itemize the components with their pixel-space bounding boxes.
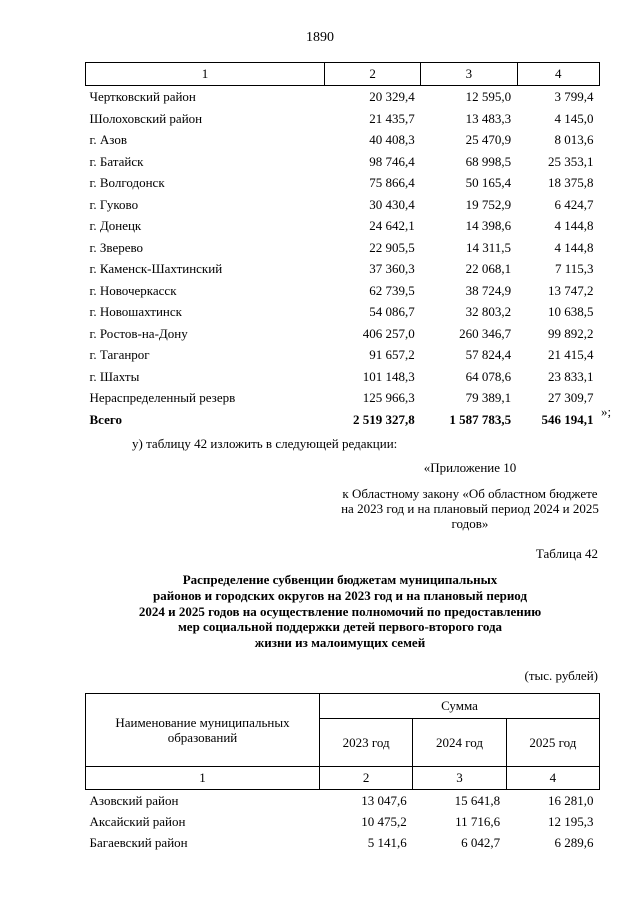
table-row (86, 344, 600, 366)
value-2025: 12 195,3 (548, 814, 594, 829)
table-label: Таблица 42 (535, 546, 598, 561)
value-2023: 75 866,4 (369, 175, 415, 190)
value-2024: 57 824,4 (465, 347, 512, 362)
value-2025: 21 415,4 (548, 347, 594, 362)
value-2024: 79 389,1 (465, 390, 512, 405)
value-2023: 30 430,4 (369, 196, 415, 212)
value-2024: 64 078,6 (465, 368, 512, 384)
header-sum: Сумма (319, 694, 599, 719)
value-2024: 12 595,0 (465, 89, 512, 104)
document-title (80, 572, 600, 651)
table-row (86, 172, 600, 194)
value-2024: 11 716,6 (455, 814, 501, 829)
value-2025: 8 013,6 (554, 132, 594, 147)
table-row (86, 258, 600, 280)
header-year: 2023 год (319, 719, 412, 767)
value-2024: 15 641,8 (454, 793, 501, 808)
value-2025: 546 194,1 (541, 411, 594, 427)
value-2023: 20 329,4 (369, 89, 415, 104)
value-2025: 13 747,2 (548, 282, 594, 298)
municipality-name: Азовский район (89, 793, 179, 808)
value-2023: 101 148,3 (362, 368, 415, 384)
value-2023: 21 435,7 (369, 110, 415, 126)
value-2023: 54 086,7 (369, 304, 415, 319)
municipality-name: г. Волгодонск (89, 175, 165, 190)
table-index-row (86, 767, 600, 790)
municipality-name: г. Зверево (89, 239, 144, 255)
municipality-name: г. Батайск (89, 153, 144, 169)
value-2024: 260 346,7 (459, 325, 512, 341)
column-index: 1 (86, 767, 320, 790)
table-row (86, 811, 600, 832)
column-index: 3 (421, 63, 517, 86)
value-2025: 23 833,1 (548, 368, 594, 384)
municipality-name: г. Таганрог (89, 347, 150, 362)
value-2025: 18 375,8 (548, 175, 594, 190)
value-2025: 4 145,0 (554, 110, 594, 126)
column-index: 1 (86, 63, 325, 86)
value-2023: 2 519 327,8 (353, 411, 415, 427)
table-header-row (86, 63, 600, 86)
column-index: 2 (319, 767, 412, 790)
table-row (86, 323, 600, 345)
value-2023: 125 966,3 (362, 390, 415, 405)
value-2025: 7 115,3 (554, 261, 594, 276)
municipality-name: Аксайский район (89, 814, 186, 829)
title-line: Распределение субвенции бюджетам муниципальных (182, 572, 498, 587)
table-row (86, 129, 600, 151)
value-2023: 406 257,0 (362, 325, 415, 341)
header-municipality: Наименование муниципальных образований (86, 694, 320, 767)
municipality-name: г. Новошахтинск (89, 304, 182, 319)
value-2024: 13 483,3 (465, 110, 512, 126)
value-2024: 25 470,9 (465, 132, 512, 147)
value-2023: 37 360,3 (369, 261, 415, 276)
table-row (86, 108, 600, 130)
value-2024: 22 068,1 (465, 261, 512, 276)
table-row (86, 151, 600, 173)
value-2024: 14 311,5 (466, 239, 512, 255)
municipality-name: г. Ростов-на-Дону (89, 325, 188, 341)
value-2025: 10 638,5 (548, 304, 594, 319)
municipality-name: Нераспределенный резерв (89, 390, 236, 405)
table-row (86, 86, 600, 108)
value-2025: 4 144,8 (554, 218, 594, 233)
table-row (86, 790, 600, 812)
table-row (86, 237, 600, 259)
page-number: 1890 (306, 30, 334, 45)
column-index: 4 (506, 767, 599, 790)
table-row (86, 832, 600, 853)
value-2023: 10 475,2 (361, 814, 407, 829)
column-index: 3 (413, 767, 506, 790)
value-2024: 50 165,4 (465, 175, 512, 190)
value-2023: 62 739,5 (369, 282, 415, 298)
subvention-table (85, 693, 600, 853)
value-2025: 99 892,2 (548, 325, 594, 341)
municipality-name: г. Донецк (89, 218, 142, 233)
column-index: 2 (325, 63, 421, 86)
municipality-name: г. Каменск-Шахтинский (89, 261, 223, 276)
value-2025: 4 144,8 (554, 239, 594, 255)
value-2025: 27 309,7 (548, 390, 594, 405)
value-2024: 6 042,7 (461, 835, 501, 850)
municipality-name: Чертковский район (89, 89, 196, 104)
value-2025: 25 353,1 (548, 153, 594, 169)
header-year: 2024 год (413, 719, 506, 767)
table-row (86, 280, 600, 302)
value-2025: 3 799,4 (554, 89, 594, 104)
value-2024: 38 724,9 (465, 282, 512, 298)
value-2024: 32 803,2 (465, 304, 512, 319)
municipality-name: Шолоховский район (89, 110, 203, 126)
value-2024: 14 398,6 (465, 218, 512, 233)
municipality-name: Багаевский район (89, 835, 188, 850)
table-row (86, 366, 600, 388)
amendment-paragraph: у) таблицу 42 изложить в следующей редакции: (132, 436, 398, 451)
header-year: 2025 год (506, 719, 599, 767)
units-label: (тыс. рублей) (524, 668, 598, 683)
title-line: мер социальной поддержки детей первого-второго года (177, 619, 503, 635)
value-2025: 6 424,7 (554, 196, 594, 212)
column-index: 4 (517, 63, 599, 86)
value-2023: 13 047,6 (361, 793, 407, 808)
value-2023: 98 746,4 (369, 153, 415, 169)
municipality-name: Всего (89, 411, 122, 427)
value-2023: 24 642,1 (369, 218, 415, 233)
value-2023: 91 657,2 (369, 347, 415, 362)
table-row (86, 215, 600, 237)
value-2023: 40 408,3 (369, 132, 415, 147)
value-2025: 6 289,6 (554, 835, 594, 850)
municipality-name: г. Шахты (89, 368, 140, 384)
annex-title: «Приложение 10 (423, 460, 517, 475)
value-2024: 1 587 783,5 (449, 411, 512, 427)
title-line: районов и городских округов на 2023 год и на плановый период (152, 587, 528, 603)
value-2023: 22 905,5 (369, 239, 415, 255)
total-row (86, 409, 600, 431)
value-2024: 19 752,9 (465, 196, 512, 212)
title-line: 2024 и 2025 годов на осуществление полномочий по предоставлению (138, 603, 542, 619)
municipality-name: г. Новочеркасск (89, 282, 177, 298)
closing-quote: »; (601, 404, 612, 419)
annex-text: к Областному закону «Об областном бюджете на 2023 год и на плановый период 2024 и 2025 годов» (341, 486, 599, 531)
table-row (86, 301, 600, 323)
value-2024: 68 998,5 (465, 153, 512, 169)
table-row (86, 387, 600, 409)
value-2025: 16 281,0 (548, 793, 594, 808)
value-2023: 5 141,6 (367, 835, 407, 850)
municipality-name: г. Азов (89, 132, 127, 147)
budget-table-continuation (85, 62, 600, 430)
municipality-name: г. Гуково (89, 196, 139, 212)
table-row (86, 194, 600, 216)
title-line: жизни из малоимущих семей (254, 635, 426, 651)
